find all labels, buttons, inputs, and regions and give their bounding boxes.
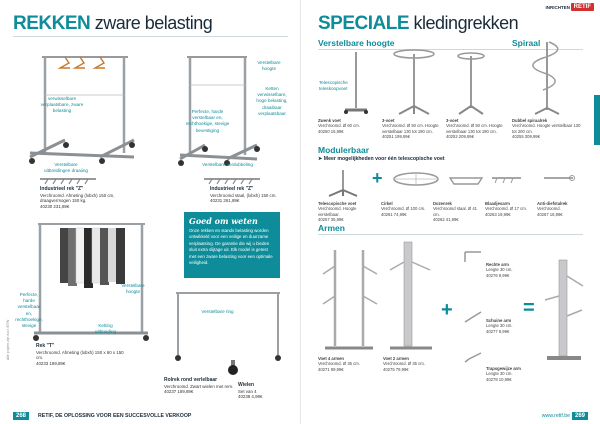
retif-logo: RETIF	[571, 3, 594, 11]
section-spiral: Spiraal	[512, 38, 541, 48]
product-name: Rek "T"	[36, 343, 55, 349]
product-name: Dozenrek	[433, 201, 452, 206]
product-desc: Verchroomd. Ø 17 cm.	[485, 206, 527, 212]
callout-bottom-left: Perfecte, harde verstelbaar en, rechthoekige, stevige	[15, 292, 43, 328]
title-rule	[13, 36, 288, 37]
product-desc: Lengte 30 cm.	[486, 267, 513, 273]
product-caption-1	[40, 186, 120, 210]
info-box-body: Onze rekken en stands belasting worden ontwikkeld voor een veilige en duurzame verplaatsing. De garantie die wij u bieden sluit extra slijtage uit. Elk model is getest met een zware belasting voor een optimale veiligheid.	[189, 228, 273, 265]
product-desc: Lengte 30 cm.	[486, 323, 513, 329]
product-code: 40250 16,99€	[318, 128, 344, 134]
product-name: Schuine arm	[486, 318, 512, 323]
info-box-title: Goed om weten	[189, 216, 258, 226]
product-bottom-5	[486, 366, 536, 382]
product-desc: Verchroomd. Ø 60 cm.	[318, 123, 360, 129]
product-desc: Verchroomd. Ø 50 cm. Hoogte verstelbaar 130 tot 190 cm.	[382, 123, 439, 134]
product-name: Wielen	[238, 382, 255, 388]
side-tab	[594, 95, 600, 145]
product-desc: Verchroomd staal. Ø 41 cm.	[433, 206, 477, 217]
product-caption-2	[210, 186, 290, 204]
product-bottom-3	[486, 262, 526, 278]
product-desc: Verchroomd. Hoogte verstelbaar.	[318, 206, 357, 217]
product-name: Rechte arm	[486, 262, 509, 267]
product-desc: Verchroomd. Ø 35 cm.	[383, 361, 425, 367]
product-name: Trapsgewijze arm	[486, 366, 521, 371]
vertical-note: Alle prijzen zijn excl. BTW	[6, 319, 10, 360]
product-code: 40255 309,99€	[512, 134, 540, 140]
product-caption-4	[164, 377, 234, 395]
product-name: Telescopische voet	[318, 201, 357, 206]
callout-top-right-b: Ketten verwisselbare, hoge belasting, draaibaar verplaatsbaar	[256, 86, 288, 116]
product-mid-4	[485, 201, 535, 217]
straight-arm-image	[463, 250, 483, 264]
product-code: 40230 231,89€	[40, 203, 70, 209]
two-arms-rack-image	[386, 238, 436, 356]
product-desc: Verchroomd. Ø 35 cm.	[318, 361, 360, 367]
product-desc: Verchroomd. Afmeting (lxbxh) 150 cm, draagvermogen 150 kg.	[40, 192, 115, 204]
product-desc: Verchroomd. Afmeting (lxbxh) 150 x 60 x 150 cm.	[36, 349, 124, 361]
product-code: 40271 99,99€	[318, 366, 344, 372]
hanger-detail-2	[202, 172, 262, 186]
wheel-icon	[226, 360, 240, 376]
product-name: Blaadjesarm	[485, 201, 510, 206]
page-number-right: 269	[572, 412, 588, 420]
telescopic-foot-image	[323, 168, 363, 200]
footer-tagline: RETIF, DE OPLOSSING VOOR EEN SUCCESVOLLE VERKOOP	[38, 413, 192, 419]
product-mid-2	[381, 201, 431, 217]
product-code: 40267 16,99€	[537, 211, 563, 217]
section-arms: Armen	[318, 223, 345, 233]
product-name: Industrieel rek "Z"	[210, 186, 254, 192]
product-name: Industrieel rek "Z"	[40, 186, 84, 192]
product-bottom-1	[318, 356, 378, 372]
title-rest: kledingrekken	[409, 13, 519, 33]
product-desc: Set van 4	[238, 388, 257, 394]
product-bottom-2	[383, 356, 443, 372]
title-accent: REKKEN	[13, 13, 91, 34]
section-modular: Modulerbaar	[318, 145, 370, 155]
callout-telescopic: Telescopische teleskoopvoet	[319, 80, 348, 92]
product-desc: Verchroomd. Ø 100 cm.	[381, 206, 426, 212]
product-name: 3-voet	[382, 118, 395, 123]
product-code: 40238 4,99€	[238, 394, 263, 400]
product-code: 40261 74,99€	[381, 211, 407, 217]
section-adjustable: Verstelbare hoogte	[318, 38, 395, 48]
product-code: 40278 10,99€	[486, 376, 512, 382]
product-desc: Lengte 30 cm.	[486, 371, 513, 377]
callout-top-mid: Perfecte, harde verstelbaar en, rechthoekige, stevige bevestiging	[185, 109, 230, 133]
product-mid-3	[433, 201, 483, 223]
callout-mid-left: Verstelbare uitbreidingen draaiing	[44, 162, 88, 174]
brand-tab: INRICHTEN	[545, 5, 570, 10]
leaf-arm-image	[489, 170, 524, 188]
equals-icon: =	[523, 297, 535, 319]
arrow-right-icon: ➤	[318, 156, 324, 162]
three-foot-image-2	[451, 48, 491, 118]
callout-top-right-a: Verstelbare hoogte	[257, 60, 281, 72]
plus-icon: +	[372, 168, 383, 188]
product-code: 40262 41,99€	[433, 217, 459, 223]
product-name: Cirkel	[381, 201, 393, 206]
product-top-3	[446, 118, 508, 140]
left-page-title	[13, 14, 212, 33]
callout-mid-right: Verstelbare verdubbeling	[202, 162, 253, 167]
page-number-left: 268	[13, 412, 29, 420]
modular-subtitle-text: Meer mogelijkheden voor één telescopische voet	[323, 156, 445, 162]
product-desc: Verchroomd.	[537, 206, 561, 212]
circle-rack-image	[391, 168, 441, 190]
product-desc: Verchroomd staal, (lxbxh) 150 cm.	[210, 192, 277, 198]
three-foot-image-1	[389, 48, 439, 118]
product-desc: Verchroomd. Hoogte verstelbaar 130 tot 200 cm.	[512, 123, 581, 134]
right-page-title	[318, 14, 518, 33]
right-footer	[301, 408, 600, 424]
product-code: 40276 9,99€	[486, 272, 510, 278]
rolling-rack-image	[168, 285, 288, 363]
callout-top-left: verwisselbare verplaatsbare, zware belasting	[40, 96, 84, 114]
product-name: Rolrek rond verlelbaar	[164, 377, 218, 383]
product-top-2	[382, 118, 444, 140]
anti-theft-rack-image	[541, 170, 576, 188]
four-arms-rack-image	[321, 246, 379, 354]
product-name: 3-voet	[446, 118, 459, 123]
product-caption-3	[36, 343, 126, 367]
box-rack-image	[446, 170, 486, 188]
product-desc: Verchroomd. Zwart wielen met rem.	[164, 383, 234, 389]
product-caption-5	[238, 382, 276, 400]
callout-bottom-right-a: Verstelbare hoogte	[121, 283, 145, 295]
product-top-4	[512, 118, 582, 140]
footer-url[interactable]: www.retif.be	[541, 413, 570, 419]
rule-arms	[318, 234, 583, 235]
product-code: 40275 79,99€	[383, 366, 409, 372]
left-footer	[0, 408, 300, 424]
product-name: Dubbel spiraalrek	[512, 118, 548, 123]
waterfall-arm-image	[463, 350, 483, 364]
right-page	[300, 0, 600, 424]
product-mid-1	[318, 201, 376, 223]
info-box	[184, 212, 280, 278]
product-code: 40251 199,99€	[382, 134, 410, 140]
title-rest: zware belasting	[90, 13, 213, 33]
plus-icon-arms: +	[441, 299, 453, 321]
spiral-rack-image	[521, 38, 576, 118]
product-code: 40263 19,99€	[485, 211, 511, 217]
title-accent: SPECIALE	[318, 13, 410, 34]
product-name: Voet 2 armen	[383, 356, 409, 361]
slanted-arm-image	[463, 310, 483, 324]
product-desc: Verchroomd. Ø 50 cm. Hoogte verstelbaar 130 tot 190 cm.	[446, 123, 503, 134]
hanger-detail-1	[38, 172, 98, 186]
product-code: 40257 35,99€	[318, 217, 344, 223]
product-code: 40231 261,89€	[210, 198, 240, 204]
modular-subtitle	[318, 156, 445, 162]
callout-bottom-right-b: Ketting uitbreiding	[94, 323, 117, 335]
product-code: 40237 189,89€	[164, 389, 194, 395]
product-name: Voet 4 armen	[318, 356, 344, 361]
product-top-1	[318, 118, 380, 134]
product-code: 40233 189,89€	[36, 360, 66, 366]
product-name: Anti-diefstalrek	[537, 201, 568, 206]
rack-z-image-2	[165, 45, 260, 170]
product-code: 40277 9,99€	[486, 328, 510, 334]
assembled-rack-image	[541, 256, 589, 364]
product-name: Zwenk voet	[318, 118, 341, 123]
callout-bottom-mid: Verstelbare ring	[201, 309, 234, 314]
product-mid-5	[537, 201, 587, 217]
product-code: 40252 209,99€	[446, 134, 474, 140]
product-bottom-4	[486, 318, 526, 334]
